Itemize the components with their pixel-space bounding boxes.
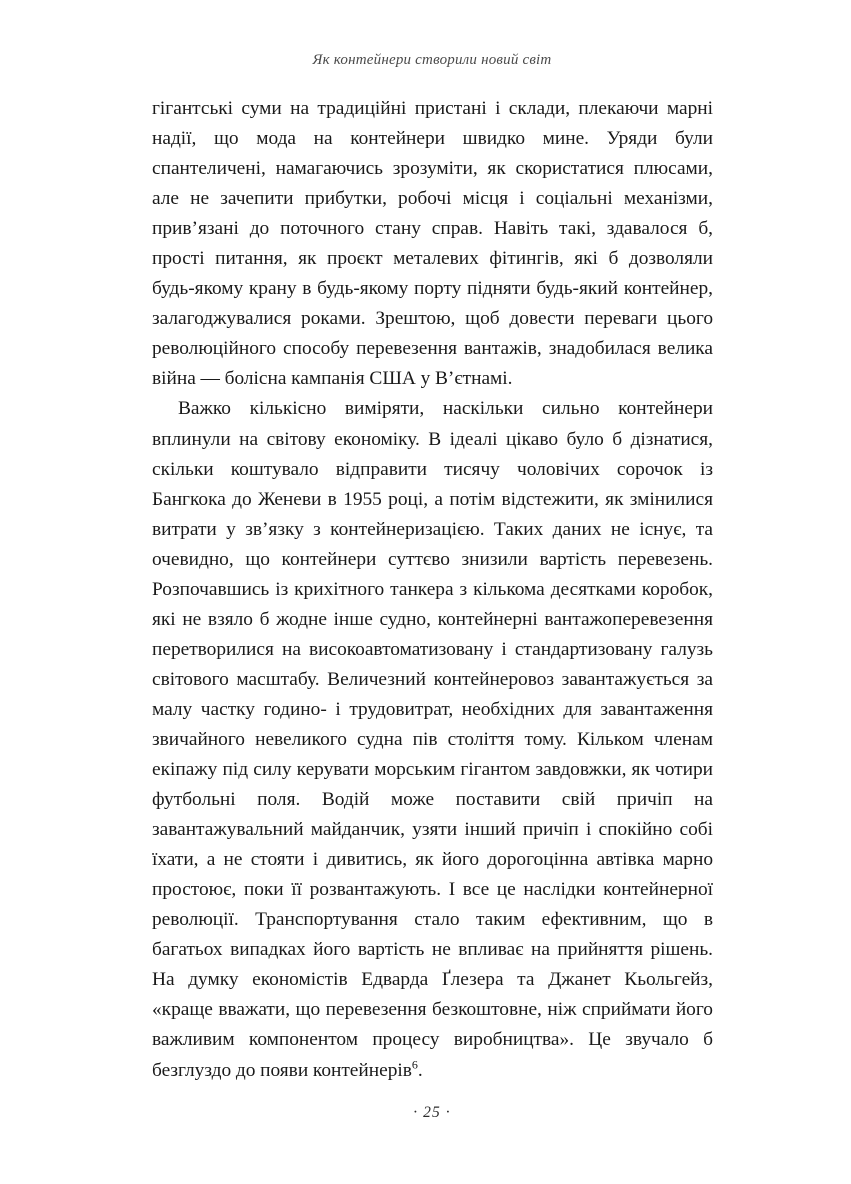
text-column bbox=[152, 94, 713, 1086]
body-paragraph-1: гігантські суми на традиційні пристані і склади, плекаючи марні надії, що мода на контейнери швидко мине. Уряди були спантеличені, намагаючись зрозуміти, як скористатися плюсами, але не зачепити прибутки, робочі місця і соціальні механізми, прив’язані до поточного стану справ. Навіть такі, здавалося б, прості питання, як проєкт металевих фітингів, які б дозволяли будь-якому крану в будь-якому порту підняти будь-який контейнер, залагоджувалися роками. Зрештою, щоб довести переваги цього революційного способу перевезення вантажів, знадобилася велика війна — болісна кампанія США у В’єтнамі. bbox=[152, 98, 713, 390]
body-paragraph-2 bbox=[152, 394, 713, 1085]
running-head: Як контейнери створили новий світ bbox=[312, 52, 552, 68]
paragraph-2-text: Важко кількісно виміряти, наскільки сильно контейнери вплинули на світову економіку. В ідеалі цікаво було б дізнатися, скільки коштувало відправити тисячу чоловічих сорочок із Бангкока до Женеви в 1955 році, а потім відстежити, як змінилися витрати у зв’язку з контейнеризацією. Таких даних не існує, та очевидно, що контейнери суттєво знизили вартість перевезень. Розпочавшись із крихітного танкера з кількома десятками коробок, які не взяло б жодне інше судно, контейнерні вантажоперевезення перетворилися на високоавтоматизовану і стандартизовану галузь світового масштабу. Величезний контейнеровоз завантажується за малу частку годино- і трудовитрат, необхідних для завантаження звичайного невеликого судна пів століття тому. Кільком членам екіпажу під силу керувати морським гігантом завдовжки, як чотири футбольні поля. Водій може поставити свій причіп на завантажувальний майданчик, узяти інший причіп і спокійно собі їхати, а не стояти і дивитись, як його дорогоцінна автівка марно простоює, поки її розвантажують. І все це наслідки контейнерної революції. Транспортування стало таким ефективним, що в багатьох випадках його вартість не впливає на прийняття рішень. На думку економістів Едварда Ґлезера та Джанет Кьольгейз, «краще вважати, що перевезення безкоштовне, ніж сприймати його важливим компонентом процесу виробництва». Це звучало б безглуздо до появи контейнерів bbox=[152, 398, 713, 1081]
footnote-reference-6[interactable]: 6 bbox=[411, 1057, 418, 1072]
page-number: · 25 · bbox=[413, 1104, 451, 1121]
paragraph-2-text-tail: . bbox=[417, 1059, 423, 1081]
